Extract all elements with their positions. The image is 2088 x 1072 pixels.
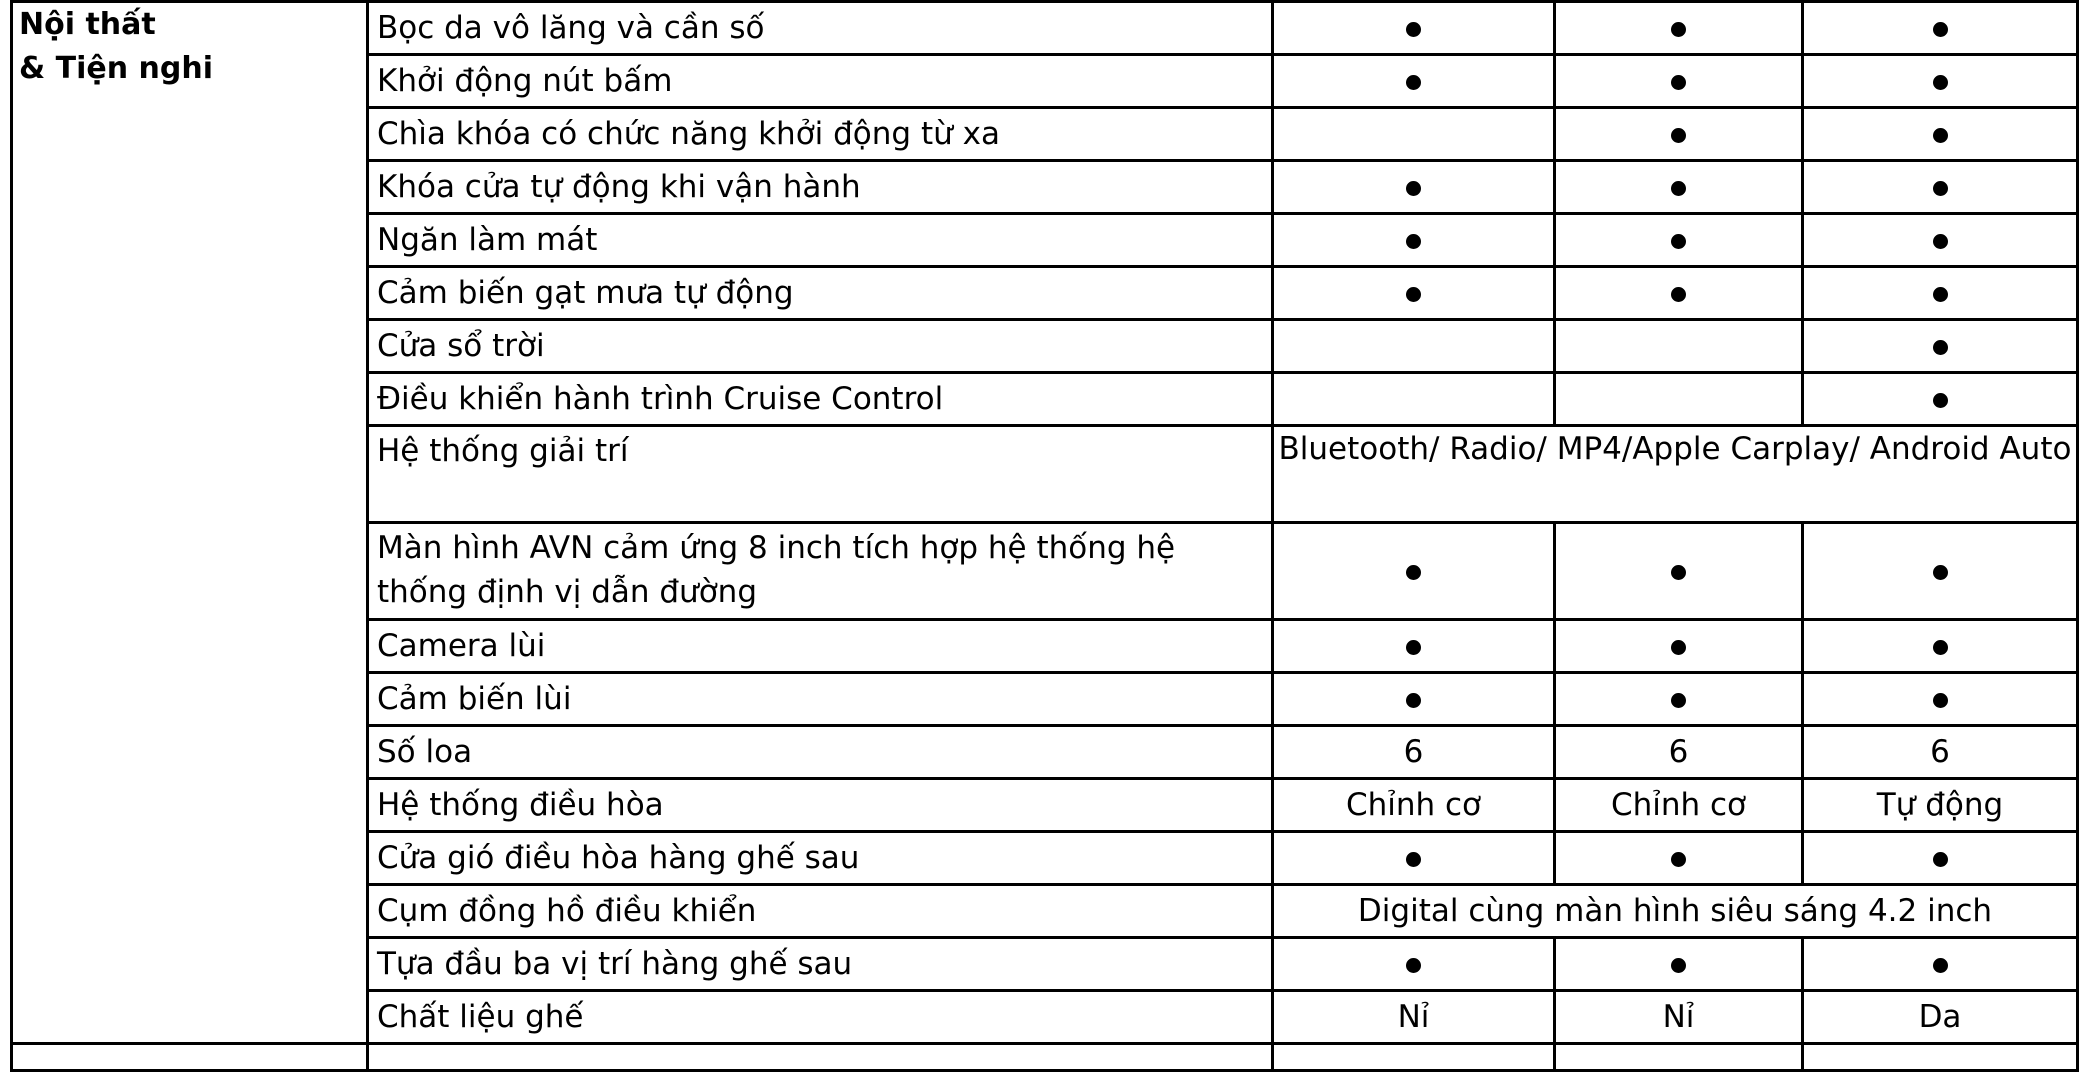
empty-cell [1803, 1044, 2078, 1071]
trim-2-value: Chỉnh cơ [1555, 779, 1803, 832]
trim-3-value [1803, 673, 2078, 726]
feature-name: Bọc da vô lăng và cần số [368, 2, 1273, 55]
feature-name: Điều khiển hành trình Cruise Control [368, 373, 1273, 426]
trim-2-value [1555, 620, 1803, 673]
category-cell [12, 2, 368, 1044]
trim-3-value [1803, 161, 2078, 214]
feature-name: Hệ thống giải trí [368, 426, 1273, 523]
trim-3-value [1803, 214, 2078, 267]
bullet-dot-icon [1933, 693, 1948, 708]
spec-table-body [12, 2, 2078, 1071]
feature-name: Khóa cửa tự động khi vận hành [368, 161, 1273, 214]
bullet-dot-icon [1406, 287, 1421, 302]
trim-3-value [1803, 267, 2078, 320]
feature-name: Cảm biến gạt mưa tự động [368, 267, 1273, 320]
feature-name: Khởi động nút bấm [368, 55, 1273, 108]
bullet-dot-icon [1671, 75, 1686, 90]
category-title-line2: & Tiện nghi [19, 51, 213, 86]
bullet-dot-icon [1933, 181, 1948, 196]
trim-1-value [1273, 832, 1555, 885]
bullet-dot-icon [1933, 958, 1948, 973]
trim-1-value: Chỉnh cơ [1273, 779, 1555, 832]
bullet-dot-icon [1406, 640, 1421, 655]
spec-table [10, 0, 2079, 1072]
bullet-dot-icon [1406, 565, 1421, 580]
feature-name: Cửa gió điều hòa hàng ghế sau [368, 832, 1273, 885]
feature-name: Chất liệu ghế [368, 991, 1273, 1044]
trim-1-value [1273, 673, 1555, 726]
bullet-dot-icon [1406, 234, 1421, 249]
trim-2-value [1555, 832, 1803, 885]
trim-2-value [1555, 108, 1803, 161]
bullet-dot-icon [1671, 22, 1686, 37]
feature-name: Số loa [368, 726, 1273, 779]
bullet-dot-icon [1933, 640, 1948, 655]
trim-1-value [1273, 320, 1555, 373]
trim-1-value [1273, 2, 1555, 55]
category-title-line1: Nội thất [19, 7, 156, 42]
trim-3-value [1803, 55, 2078, 108]
bullet-dot-icon [1933, 234, 1948, 249]
feature-name: Hệ thống điều hòa [368, 779, 1273, 832]
trim-2-value [1555, 320, 1803, 373]
trim-3-value [1803, 832, 2078, 885]
bullet-dot-icon [1933, 22, 1948, 37]
feature-name: Cụm đồng hồ điều khiển [368, 885, 1273, 938]
bullet-dot-icon [1933, 565, 1948, 580]
empty-cell [368, 1044, 1273, 1071]
feature-name: Cảm biến lùi [368, 673, 1273, 726]
trim-3-value [1803, 320, 2078, 373]
bullet-dot-icon [1671, 640, 1686, 655]
trim-1-value: Nỉ [1273, 991, 1555, 1044]
feature-name: Màn hình AVN cảm ứng 8 inch tích hợp hệ thống hệ thống định vị dẫn đường [368, 523, 1273, 620]
trim-3-value [1803, 2, 2078, 55]
bullet-dot-icon [1933, 852, 1948, 867]
bullet-dot-icon [1671, 565, 1686, 580]
feature-name: Ngăn làm mát [368, 214, 1273, 267]
trim-1-value [1273, 108, 1555, 161]
bullet-dot-icon [1671, 128, 1686, 143]
bullet-dot-icon [1406, 181, 1421, 196]
trim-3-value: Tự động [1803, 779, 2078, 832]
bullet-dot-icon [1671, 234, 1686, 249]
trim-1-value [1273, 373, 1555, 426]
bullet-dot-icon [1933, 340, 1948, 355]
trim-1-value [1273, 620, 1555, 673]
bullet-dot-icon [1671, 287, 1686, 302]
table-row [12, 2, 2078, 55]
bullet-dot-icon [1406, 75, 1421, 90]
trim-3-value [1803, 620, 2078, 673]
trim-3-value [1803, 523, 2078, 620]
bullet-dot-icon [1406, 22, 1421, 37]
trim-3-value [1803, 938, 2078, 991]
trim-2-value [1555, 267, 1803, 320]
empty-cell [1555, 1044, 1803, 1071]
trim-2-value [1555, 214, 1803, 267]
bullet-dot-icon [1406, 958, 1421, 973]
trim-1-value [1273, 938, 1555, 991]
trim-2-value: 6 [1555, 726, 1803, 779]
trim-1-value [1273, 161, 1555, 214]
empty-cell [1273, 1044, 1555, 1071]
trim-1-value: 6 [1273, 726, 1555, 779]
trim-1-value [1273, 523, 1555, 620]
bullet-dot-icon [1406, 693, 1421, 708]
trim-2-value [1555, 373, 1803, 426]
trim-2-value [1555, 673, 1803, 726]
trim-2-value [1555, 161, 1803, 214]
feature-name: Tựa đầu ba vị trí hàng ghế sau [368, 938, 1273, 991]
trim-3-value [1803, 373, 2078, 426]
trim-1-value [1273, 55, 1555, 108]
trim-1-value [1273, 267, 1555, 320]
bullet-dot-icon [1933, 75, 1948, 90]
feature-name: Cửa sổ trời [368, 320, 1273, 373]
bullet-dot-icon [1933, 128, 1948, 143]
trim-2-value [1555, 938, 1803, 991]
trim-1-value [1273, 214, 1555, 267]
bullet-dot-icon [1406, 852, 1421, 867]
table-row-partial [12, 1044, 2078, 1071]
trim-3-value: 6 [1803, 726, 2078, 779]
bullet-dot-icon [1671, 181, 1686, 196]
merged-value: Digital cùng màn hình siêu sáng 4.2 inch [1273, 885, 2078, 938]
trim-3-value [1803, 108, 2078, 161]
trim-3-value: Da [1803, 991, 2078, 1044]
bullet-dot-icon [1933, 287, 1948, 302]
bullet-dot-icon [1671, 852, 1686, 867]
trim-2-value [1555, 55, 1803, 108]
bullet-dot-icon [1671, 693, 1686, 708]
feature-name: Camera lùi [368, 620, 1273, 673]
merged-value: Bluetooth/ Radio/ MP4/Apple Carplay/ Android Auto [1273, 426, 2078, 523]
bullet-dot-icon [1671, 958, 1686, 973]
bullet-dot-icon [1933, 393, 1948, 408]
trim-2-value: Nỉ [1555, 991, 1803, 1044]
empty-cell [12, 1044, 368, 1071]
trim-2-value [1555, 523, 1803, 620]
trim-2-value [1555, 2, 1803, 55]
feature-name: Chìa khóa có chức năng khởi động từ xa [368, 108, 1273, 161]
